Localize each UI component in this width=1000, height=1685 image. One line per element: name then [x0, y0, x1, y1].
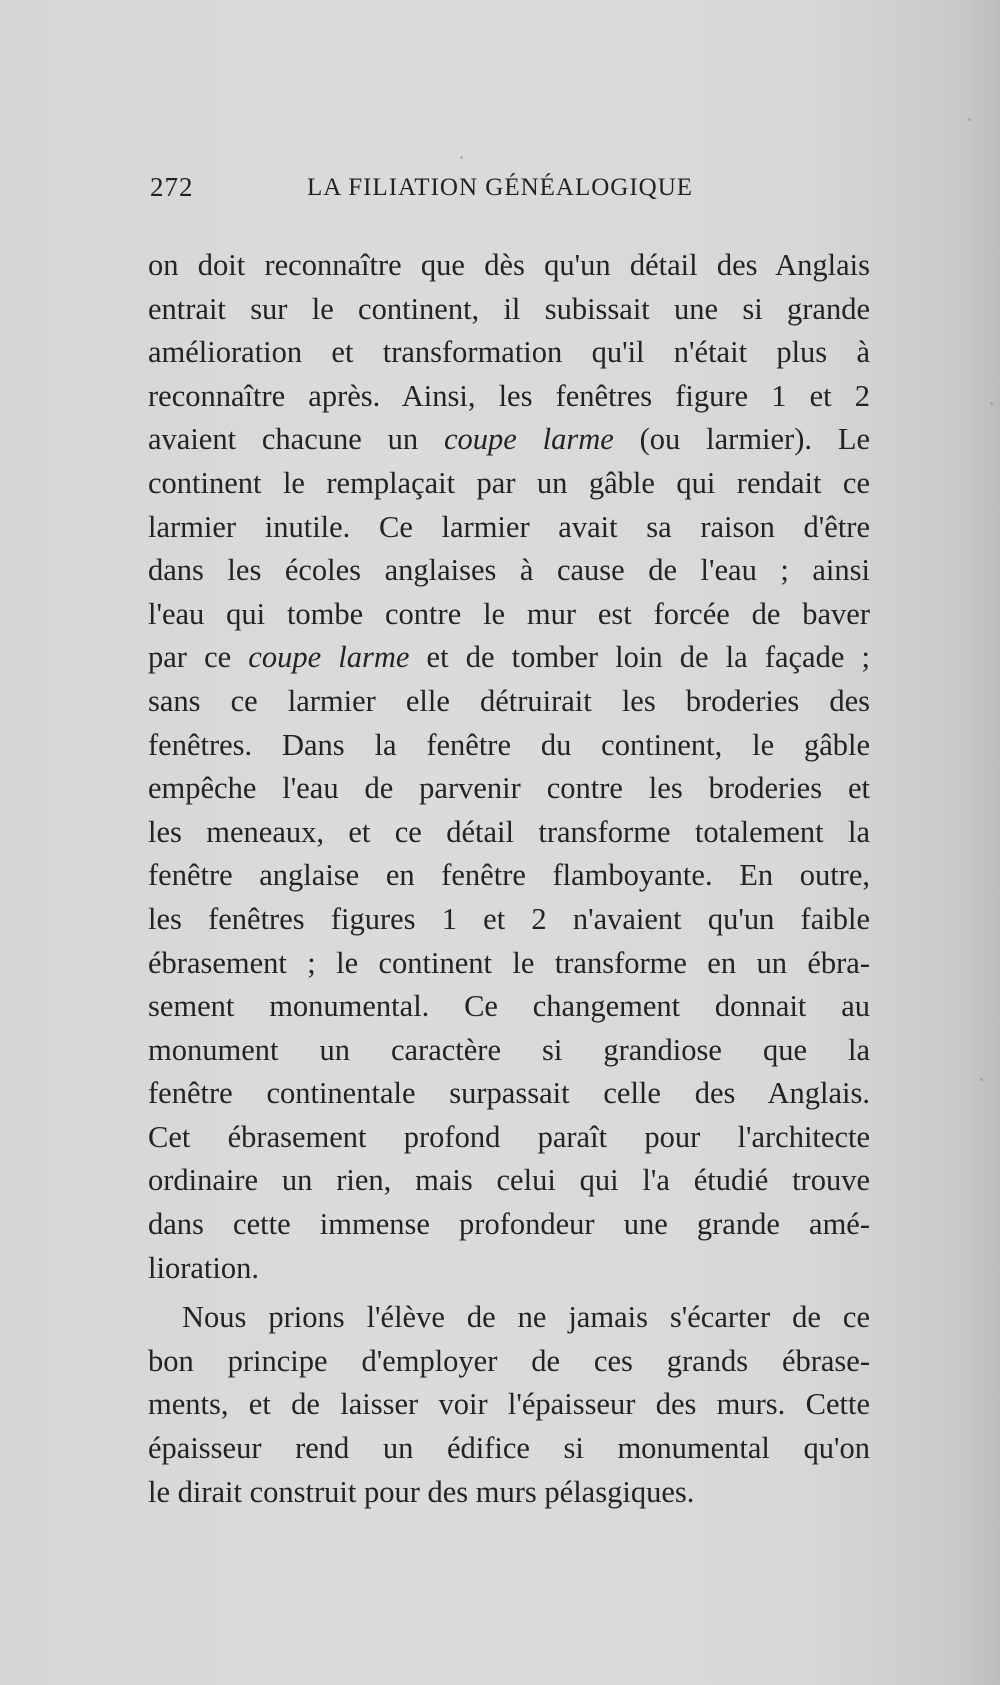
- text-line: fenêtres. Dans la fenêtre du continent, le gâble: [148, 727, 870, 762]
- text-line: monument un caractère si grandiose que la: [148, 1032, 870, 1067]
- paper-speck: [990, 402, 993, 405]
- italic-term: coupe larme: [248, 640, 410, 675]
- text-run: par ce: [148, 640, 249, 675]
- body-text: [148, 244, 870, 1514]
- text-line: sement monumental. Ce changement donnait au: [148, 989, 870, 1024]
- paper-speck: [980, 1078, 983, 1081]
- paper-speck: [460, 156, 463, 159]
- text-line: épaisseur rend un édifice si monumental qu'on: [148, 1431, 870, 1466]
- text-line: ébrasement ; le continent le transforme en un ébra-: [148, 945, 870, 980]
- text-line: on doit reconnaître que dès qu'un détail des Anglais: [148, 248, 870, 282]
- text-line: le dirait construit pour des murs pélasgiques.: [148, 1474, 695, 1509]
- text-run: et de tomber loin de la façade ;: [409, 640, 870, 675]
- text-line: [148, 418, 870, 462]
- page-number: 272: [150, 172, 194, 202]
- text-line: dans les écoles anglaises à cause de l'eau ; ainsi: [148, 553, 870, 588]
- text-line: [148, 636, 870, 680]
- text-line: les meneaux, et ce détail transforme totalement la: [148, 814, 870, 849]
- text-line: Nous prions l'élève de ne jamais s'écarter de ce: [182, 1300, 870, 1335]
- text-line: bon principe d'employer de ces grands ébrase-: [148, 1343, 870, 1378]
- text-line: reconnaître après. Ainsi, les fenêtres figure 1 et 2: [148, 378, 870, 413]
- paragraph: [148, 244, 870, 1290]
- text-line: ordinaire un rien, mais celui qui l'a étudié trouve: [148, 1163, 870, 1198]
- text-line: continent le remplaçait par un gâble qui rendait ce: [148, 465, 870, 500]
- text-line: dans cette immense profondeur une grande amé-: [148, 1207, 870, 1242]
- text-line: ments, et de laisser voir l'épaisseur des murs. Cette: [148, 1387, 870, 1422]
- text-line: fenêtre continentale surpassait celle des Anglais.: [148, 1076, 870, 1111]
- text-line: sans ce larmier elle détruirait les broderies des: [148, 683, 870, 718]
- text-line: l'eau qui tombe contre le mur est forcée de baver: [148, 596, 870, 631]
- text-line: lioration.: [148, 1250, 259, 1285]
- paragraph: [148, 1296, 870, 1514]
- text-run: (ou larmier). Le: [613, 422, 870, 457]
- text-run: avaient chacune un: [148, 422, 444, 457]
- text-line: Cet ébrasement profond paraît pour l'architecte: [148, 1119, 870, 1154]
- text-line: amélioration et transformation qu'il n'était plus à: [148, 335, 870, 370]
- text-line: empêche l'eau de parvenir contre les broderies et: [148, 771, 870, 806]
- page-header: [150, 172, 720, 208]
- text-line: larmier inutile. Ce larmier avait sa raison d'être: [148, 509, 870, 544]
- italic-term: coupe larme: [443, 422, 614, 457]
- text-line: fenêtre anglaise en fenêtre flamboyante. En outre,: [148, 858, 870, 893]
- paper-speck: [968, 118, 971, 121]
- text-line: les fenêtres figures 1 et 2 n'avaient qu'un faible: [148, 901, 870, 936]
- running-title: LA FILIATION GÉNÉALOGIQUE: [307, 174, 694, 201]
- text-line: entrait sur le continent, il subissait une si grande: [148, 291, 870, 326]
